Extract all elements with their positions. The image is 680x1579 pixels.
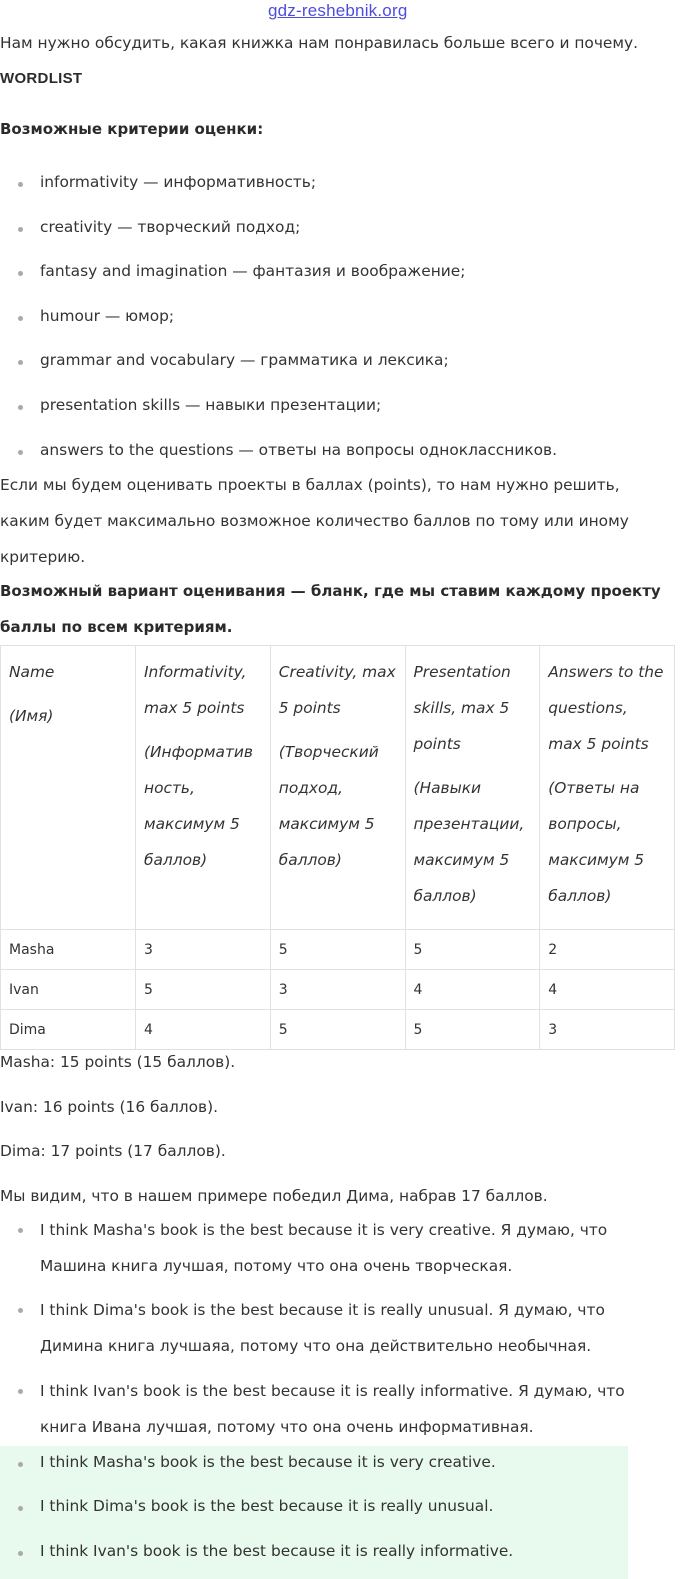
header-creativity — [270, 646, 405, 930]
total-masha: Masha: 15 points (15 баллов). — [0, 1053, 236, 1071]
total-ivan: Ivan: 16 points (16 баллов). — [0, 1098, 219, 1116]
opinion-item-masha: I think Masha's book is the best because it is very creative. Я думаю, что Машина книга лучшая, потому что она очень творческая. — [40, 1212, 660, 1284]
highlighted-item-masha: I think Masha's book is the best because it is very creative. — [40, 1453, 496, 1471]
grades-table — [0, 645, 675, 1050]
highlighted-item-dima: I think Dima's book is the best because it is really unusual. — [40, 1497, 494, 1515]
header-name-ru: (Имя) — [9, 707, 54, 725]
highlighted-item-ivan: I think Ivan's book is the best because it is really informative. — [40, 1542, 514, 1560]
cell-informativity: 5 — [136, 970, 271, 1010]
header-informativity-ru: (Информатив ность, максимум 5 баллов) — [144, 743, 254, 869]
cell-creativity: 5 — [270, 1010, 405, 1050]
table-row — [1, 970, 675, 1010]
header-name — [1, 646, 136, 930]
cell-creativity: 3 — [270, 970, 405, 1010]
header-answers-ru: (Ответы на вопросы, максимум 5 баллов) — [548, 779, 645, 905]
criteria-item-grammar: grammar and vocabulary — грамматика и лексика; — [40, 351, 449, 369]
site-link[interactable]: gdz-reshebnik.org — [268, 1, 408, 20]
table-row — [1, 930, 675, 970]
opinion-item-ivan: I think Ivan's book is the best because it is really informative. Я думаю, что книга Ивана лучшая, потому что она очень информативная. — [40, 1373, 660, 1445]
header-presentation-ru: (Навыки презентации, максимум 5 баллов) — [413, 779, 525, 905]
cell-answers: 3 — [540, 1010, 675, 1050]
conclusion-text: Мы видим, что в нашем примере победил Дима, набрав 17 баллов. — [0, 1187, 548, 1205]
header-creativity-en: Creativity, max 5 points — [278, 663, 396, 717]
criteria-item-answers: answers to the questions — ответы на вопросы одноклассников. — [40, 441, 557, 459]
cell-answers: 4 — [540, 970, 675, 1010]
criteria-item-fantasy: fantasy and imagination — фантазия и воображение; — [40, 262, 466, 280]
opinion-item-dima: I think Dima's book is the best because it is really unusual. Я думаю, что Димина книга лучшаяа, потому что она действительно необычная. — [40, 1292, 660, 1364]
cell-name: Ivan — [1, 970, 136, 1010]
table-row — [1, 1010, 675, 1050]
criteria-item-informativity: informativity — информативность; — [40, 173, 317, 191]
header-presentation-en: Presentation skills, max 5 points — [413, 663, 511, 753]
cell-answers: 2 — [540, 930, 675, 970]
cell-informativity: 4 — [136, 1010, 271, 1050]
variant-heading: Возможный вариант оценивания — бланк, где мы ставим каждому проекту баллы по всем критериям. — [0, 582, 661, 636]
cell-presentation: 5 — [405, 1010, 540, 1050]
cell-presentation: 4 — [405, 970, 540, 1010]
criteria-item-creativity: creativity — творческий подход; — [40, 218, 301, 236]
cell-informativity: 3 — [136, 930, 271, 970]
cell-name: Masha — [1, 930, 136, 970]
total-dima: Dima: 17 points (17 баллов). — [0, 1142, 226, 1160]
header-informativity — [136, 646, 271, 930]
cell-creativity: 5 — [270, 930, 405, 970]
criteria-heading: Возможные критерии оценки: — [0, 120, 264, 138]
header-creativity-ru: (Творческий подход, максимум 5 баллов) — [278, 743, 379, 869]
header-answers-en: Answers to the questions, max 5 points — [548, 663, 664, 753]
cell-presentation: 5 — [405, 930, 540, 970]
criteria-item-humour: humour — юмор; — [40, 307, 175, 325]
points-paragraph: Если мы будем оценивать проекты в баллах (points), то нам нужно решить, каким будет максимально возможное количество баллов по тому или иному критерию. — [0, 476, 629, 566]
intro-text: Нам нужно обсудить, какая книжка нам понравилась больше всего и почему. — [0, 34, 639, 52]
header-informativity-en: Informativity, max 5 points — [144, 663, 247, 717]
header-name-en: Name — [9, 663, 55, 681]
header-presentation — [405, 646, 540, 930]
header-answers — [540, 646, 675, 930]
cell-name: Dima — [1, 1010, 136, 1050]
criteria-item-presentation: presentation skills — навыки презентации; — [40, 396, 382, 414]
table-header-row — [1, 646, 675, 930]
wordlist-label: WORDLIST — [0, 70, 83, 87]
